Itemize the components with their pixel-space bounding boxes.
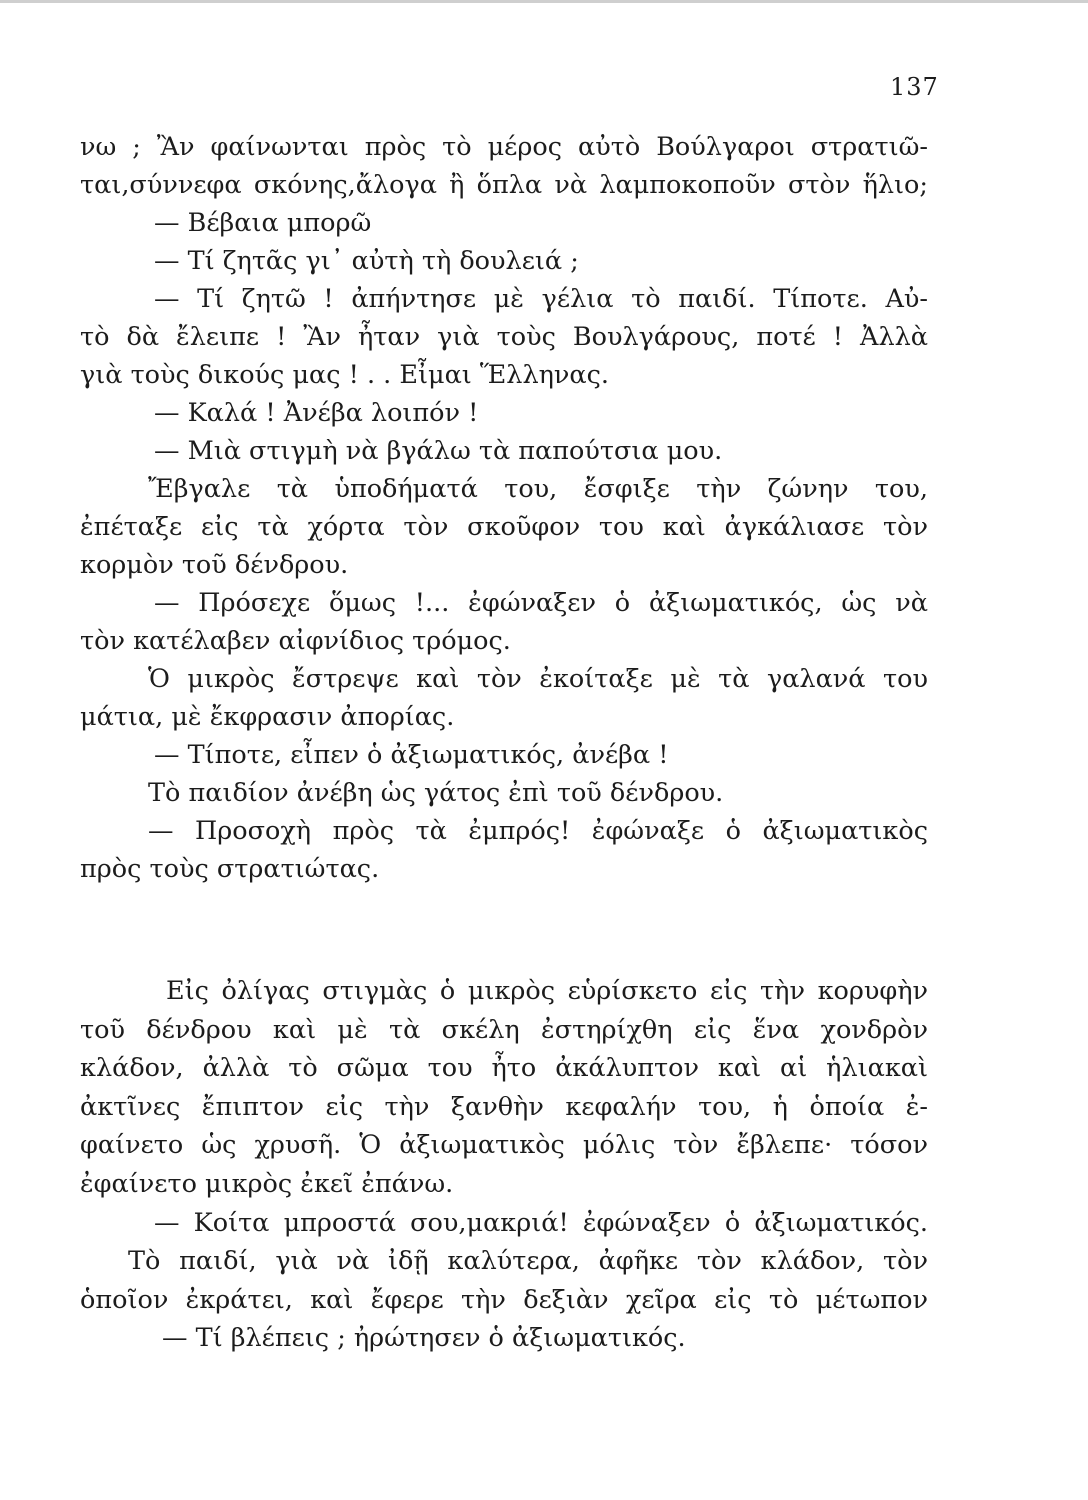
text-line: Τὸ παιδί, γιὰ νὰ ἰδῇ καλύτερα, ἀφῆκε τὸν κλάδον, τὸν: [128, 1246, 928, 1277]
text-line: — Τί βλέπεις ; ἠρώτησεν ὁ ἀξιωματικός.: [162, 1323, 686, 1354]
text-line: ὁποῖον ἐκράτει, καὶ ἔφερε τὴν δεξιὰν χεῖρα εἰς τὸ μέτωπον: [80, 1284, 928, 1315]
text-line: ται,σύννεφα σκόνης,ἄλογα ἢ ὅπλα νὰ λαμποκοποῦν στὸν ἥλιο;: [80, 170, 928, 200]
text-line: — Προσοχὴ πρὸς τὰ ἐμπρός! ἐφώναξε ὁ ἀξιωματικὸς: [148, 816, 928, 846]
text-block-lower: [80, 972, 928, 1358]
text-line: ἀκτῖνες ἔπιπτον εἰς τὴν ξανθὴν κεφαλήν του, ἡ ὁποία ἐ-: [80, 1091, 928, 1122]
text-line: — Τίποτε, εἶπεν ὁ ἀξιωματικός, ἀνέβα !: [154, 740, 669, 770]
text-line: — Μιὰ στιγμὴ νὰ βγάλω τὰ παπούτσια μου.: [154, 436, 723, 466]
text-line: νω ; Ἂν φαίνωνται πρὸς τὸ μέρος αὐτὸ Βούλγαροι στρατιῶ-: [80, 132, 928, 162]
text-line: Εἰς ὀλίγας στιγμὰς ὁ μικρὸς εὑρίσκετο εἰς τὴν κορυφὴν: [166, 976, 928, 1006]
text-line: πρὸς τοὺς στρατιώτας.: [80, 854, 380, 884]
text-line: κλάδον, ἀλλὰ τὸ σῶμα του ἦτο ἀκάλυπτον καὶ αἱ ἡλιακαὶ: [80, 1053, 928, 1084]
text-line: κορμὸν τοῦ δένδρου.: [80, 550, 349, 580]
text-line: Ἔβγαλε τὰ ὑποδήματά του, ἔσφιξε τὴν ζώνην του,: [148, 474, 928, 504]
text-line: — Βέβαια μπορῶ: [154, 208, 372, 238]
page-top-edge: [0, 0, 1088, 3]
text-line: γιὰ τοὺς δικούς μας ! . . Εἶμαι Ἕλληνας.: [80, 360, 610, 390]
text-line: μάτια, μὲ ἔκφρασιν ἀπορίας.: [80, 702, 455, 732]
text-line: Ὁ μικρὸς ἔστρεψε καὶ τὸν ἐκοίταξε μὲ τὰ γαλανά του: [148, 664, 928, 694]
text-line: τὸ δὰ ἔλειπε ! Ἂν ἦταν γιὰ τοὺς Βουλγάρους, ποτέ ! Ἀλλὰ: [80, 322, 928, 352]
text-block-upper: [80, 128, 928, 888]
text-line: ἐφαίνετο μικρὸς ἐκεῖ ἐπάνω.: [80, 1168, 454, 1199]
text-line: — Πρόσεχε ὅμως !... ἐφώναξεν ὁ ἀξιωματικός, ὡς νὰ: [154, 588, 928, 618]
text-line: τοῦ δένδρου καὶ μὲ τὰ σκέλη ἐστηρίχθη εἰς ἕνα χονδρὸν: [80, 1014, 928, 1045]
page-number: 137: [890, 73, 939, 101]
text-line: ἐπέταξε εἰς τὰ χόρτα τὸν σκοῦφον του καὶ ἀγκάλιασε τὸν: [80, 512, 928, 542]
text-line: — Τί ζητᾶς γι᾽ αὐτὴ τὴ δουλειά ;: [154, 246, 579, 276]
text-line: — Τί ζητῶ ! ἀπήντησε μὲ γέλια τὸ παιδί. Τίποτε. Αὐ-: [154, 284, 928, 314]
text-line: Τὸ παιδίον ἀνέβη ὡς γάτος ἐπὶ τοῦ δένδρου.: [148, 778, 724, 808]
text-line: τὸν κατέλαβεν αἰφνίδιος τρόμος.: [80, 626, 511, 656]
text-line: — Καλά ! Ἀνέβα λοιπόν !: [154, 398, 479, 428]
text-line: — Κοίτα μπροστά σου,μακριά! ἐφώναξεν ὁ ἀξιωματικός.: [154, 1207, 928, 1238]
text-line: φαίνετο ὡς χρυσῆ. Ὁ ἀξιωματικὸς μόλις τὸν ἔβλεπε· τόσον: [80, 1130, 928, 1161]
